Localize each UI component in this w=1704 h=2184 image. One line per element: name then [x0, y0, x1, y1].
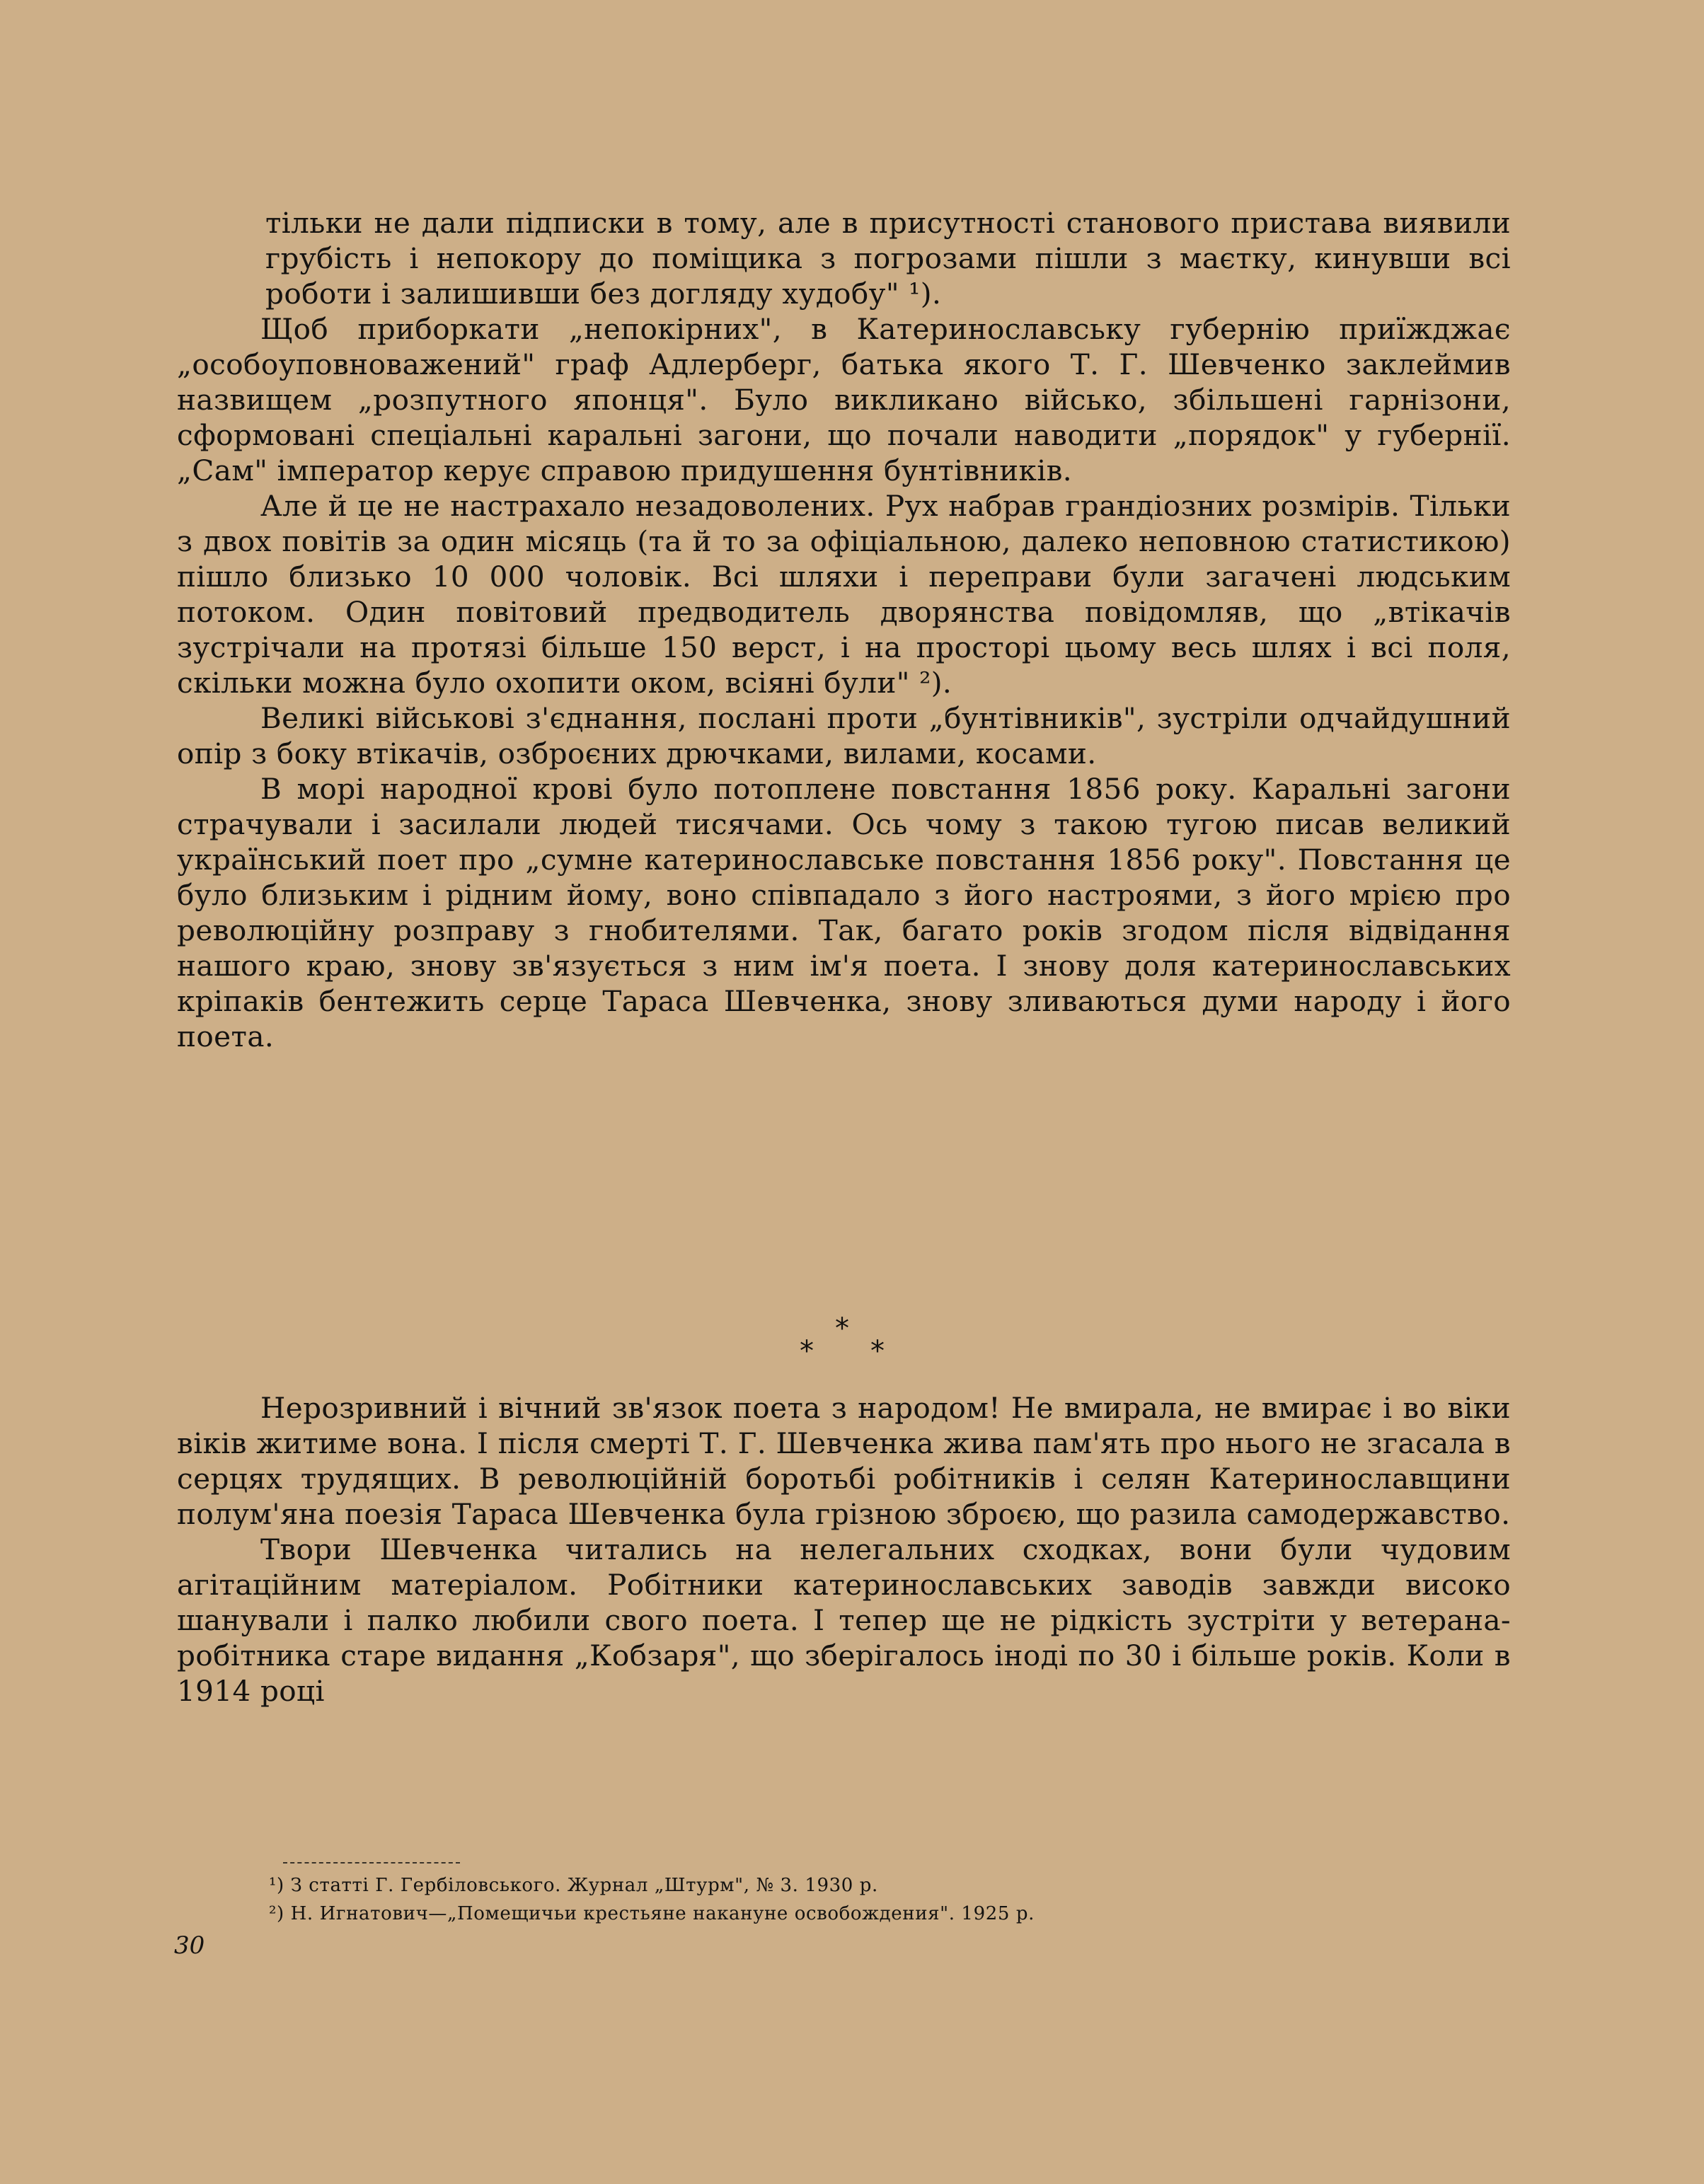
separator-star: *: [835, 1312, 849, 1345]
footnote-1: ¹) З статті Г. Гербіловського. Журнал „Штурм", № 3. 1930 р.: [269, 1875, 878, 1896]
paragraph-1: тільки не дали підписки в тому, але в присутності станового пристава виявили грубість і непокору до поміщика з погрозами пішли з маєтку, кинувши всі роботи і залишивши без догляду худобу" ¹).: [265, 206, 1511, 311]
section-separator: [800, 1312, 913, 1369]
separator-star: *: [800, 1335, 814, 1368]
footnote-2: ²) Н. Игнатович—„Помещичьи крестьяне накануне освобождения". 1925 р.: [269, 1903, 1035, 1924]
footnote-divider: [283, 1862, 460, 1864]
paragraph-3: Але й це не настрахало незадоволених. Рух набрав грандіозних розмірів. Тільки з двох повітів за один місяць (та й то за офіціальною, далеко неповною статистикою) пішло близько 10 000 чоловік. Всі шляхи і переправи були загачені людським потоком. Один повітовий предводитель дворянства повідомляв, що „втікачів зустрічали на протязі більше 150 верст, і на просторі цьому весь шлях і всі поля, скільки можна було охопити оком, всіяні були" ²).: [177, 489, 1511, 700]
paragraph-7: Твори Шевченка читались на нелегальних сходках, вони були чудовим агітаційним матеріалом. Робітники катеринославських заводів завжди високо шанували і палко любили свого поета. І тепер ще не рідкість зустріти у ветерана-робітника старе видання „Кобзаря", що зберігалось іноді по 30 і більше років. Коли в 1914 році: [177, 1532, 1511, 1708]
main-text-top: [177, 205, 1511, 1054]
separator-star: *: [870, 1335, 885, 1368]
paragraph-5: В морі народної крові було потоплене повстання 1856 року. Каральні загони страчували і засилали людей тисячами. Ось чому з такою тугою писав великий український поет про „сумне катеринославське повстання 1856 року". Повстання це було близьким і рідним йому, воно співпадало з його настроями, з його мрією про революційну розправу з гнобителями. Так, багато років згодом після відвідання нашого краю, знову зв'язується з ним ім'я поета. І знову доля катеринославських кріпаків бентежить серце Тараса Шевченка, знову зливаються думи народу і його поета.: [177, 772, 1511, 1053]
paragraph-4: Великі військові з'єднання, послані проти „бунтівників", зустріли одчайдушний опір з боку втікачів, озброєних дрючками, вилами, косами.: [177, 701, 1511, 770]
paragraph-6: Нерозривний і вічний зв'язок поета з народом! Не вмирала, не вмирає і во віки віків житиме вона. І після смерті Т. Г. Шевченка жива пам'ять про нього не згасала в серцях трудящих. В революційній боротьбі робітників і селян Катеринославщини полум'яна поезія Тараса Шевченка була грізною зброєю, що разила самодержавство.: [177, 1391, 1511, 1531]
main-text-bottom: [177, 1390, 1511, 1709]
footnotes: [269, 1871, 1529, 1928]
page-number: 30: [174, 1931, 205, 1960]
paragraph-2: Щоб приборкати „непокірних", в Катеринославську губернію приїжджає „особоуповноважений" граф Адлерберг, батька якого Т. Г. Шевченко заклеймив назвищем „розпутного японця". Було викликано військо, збільшені гарнізони, сформовані спеціальні каральні загони, що почали наводити „порядок" у губернії. „Сам" імператор керує справою придушення бунтівників.: [177, 312, 1511, 487]
